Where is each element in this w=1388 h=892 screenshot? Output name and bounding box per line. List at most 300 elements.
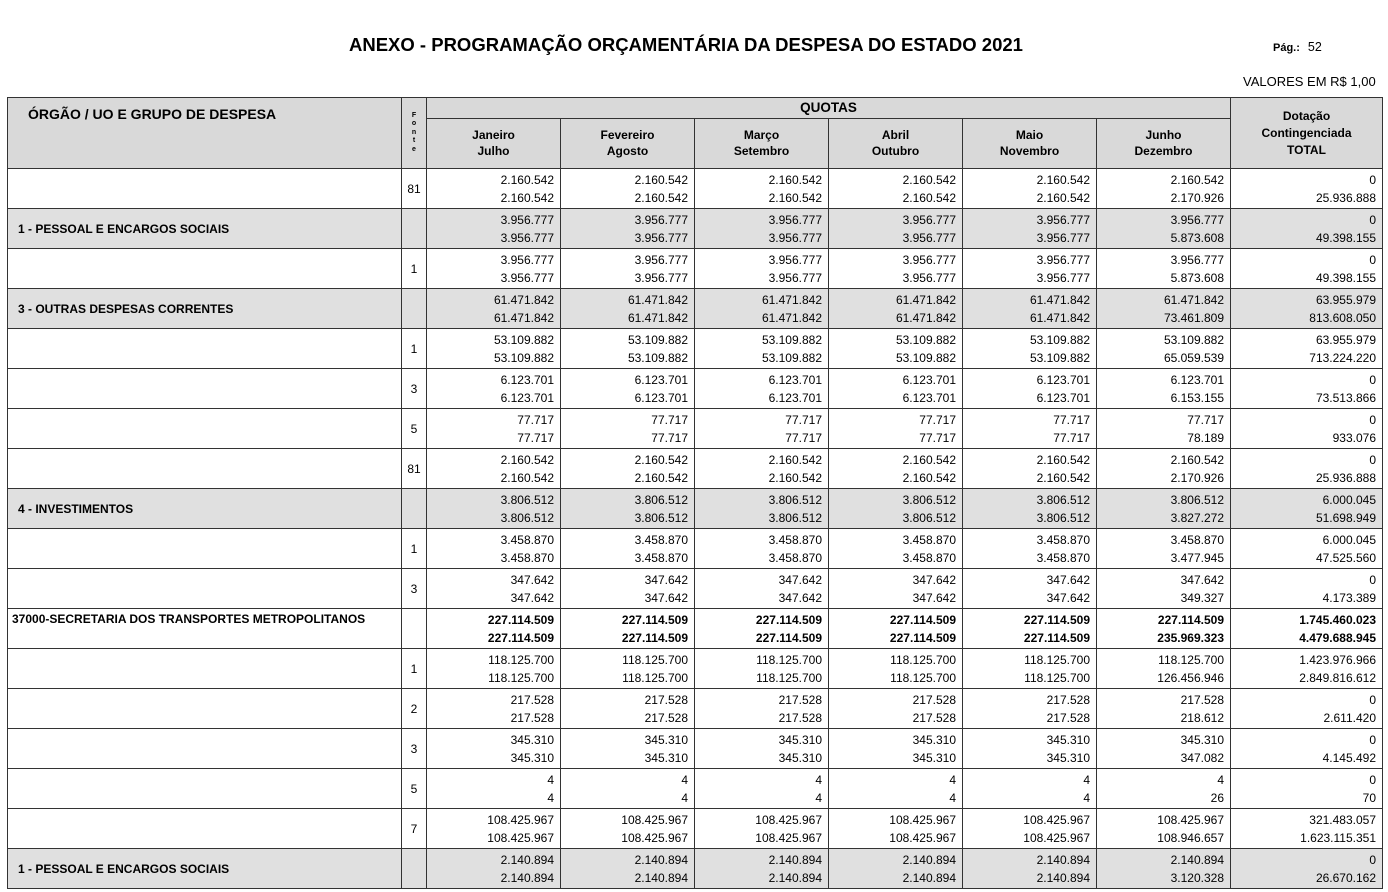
value-first-half: 6.123.701 (634, 372, 688, 387)
quota-cell (427, 169, 561, 209)
value-second-half: 53.109.882 (627, 350, 688, 365)
page-label: Pág.: (1273, 42, 1300, 54)
fonte-letter: e (412, 145, 416, 153)
quota-cell (561, 569, 695, 609)
quota-cell (427, 409, 561, 449)
quota-cell (427, 849, 561, 889)
value-first-half: 108.425.967 (1157, 812, 1224, 827)
value-first-half: 63.955.979 (1315, 332, 1376, 347)
value-second-half: 6.123.701 (1036, 390, 1090, 405)
currency-note: VALORES EM R$ 1,00 (1243, 74, 1376, 89)
quota-cell (427, 649, 561, 689)
header-month (1097, 118, 1231, 168)
value-second-half: 118.125.700 (756, 670, 822, 685)
value-first-half: 77.717 (1053, 412, 1090, 427)
table-row (8, 289, 1383, 329)
quota-cell (561, 729, 695, 769)
quota-cell (695, 369, 829, 409)
quota-cell (829, 609, 963, 649)
value-first-half: 0 (1369, 692, 1376, 707)
value-second-half: 2.611.420 (1323, 710, 1376, 725)
quota-cell (829, 529, 963, 569)
value-second-half: 345.310 (644, 750, 688, 765)
total-cell (1231, 529, 1383, 569)
value-second-half: 73.461.809 (1163, 310, 1224, 325)
value-second-half: 61.471.842 (493, 310, 554, 325)
fonte-cell: 3 (402, 569, 427, 609)
value-second-half: 235.969.323 (1157, 630, 1224, 645)
page-number (1273, 40, 1322, 54)
value-second-half: 3.956.777 (1036, 230, 1090, 245)
value-second-half: 3.806.512 (1036, 510, 1090, 525)
value-second-half: 2.140.894 (634, 870, 688, 885)
value-first-half: 6.123.701 (1170, 372, 1224, 387)
month-first-half: Abril (881, 128, 910, 143)
value-second-half: 3.956.777 (634, 230, 688, 245)
value-second-half: 3.477.945 (1170, 550, 1224, 565)
value-second-half: 108.425.967 (621, 830, 688, 845)
quota-cell (427, 449, 561, 489)
quota-cell (963, 329, 1097, 369)
fonte-cell (402, 209, 427, 249)
header-month (427, 118, 561, 168)
row-label-cell (8, 809, 402, 849)
value-second-half: 77.717 (919, 430, 956, 445)
quota-cell (963, 449, 1097, 489)
row-label-cell (8, 489, 402, 529)
value-second-half: 53.109.882 (1029, 350, 1090, 365)
quota-cell (695, 689, 829, 729)
value-first-half: 3.458.870 (768, 532, 822, 547)
quota-cell (1097, 249, 1231, 289)
value-first-half: 0 (1369, 852, 1376, 867)
value-second-half: 2.160.542 (1036, 470, 1090, 485)
value-second-half: 2.170.926 (1170, 470, 1224, 485)
value-first-half: 4 (949, 772, 956, 787)
value-second-half: 77.717 (517, 430, 554, 445)
value-second-half: 78.189 (1187, 430, 1224, 445)
quota-cell (1097, 409, 1231, 449)
quota-cell (427, 769, 561, 809)
value-first-half: 3.806.512 (1036, 492, 1090, 507)
quota-cell (829, 329, 963, 369)
total-cell (1231, 409, 1383, 449)
header-total-line: Dotação (1282, 108, 1331, 123)
value-first-half: 53.109.882 (493, 332, 554, 347)
value-second-half: 217.528 (912, 710, 956, 725)
quota-cell (561, 169, 695, 209)
value-first-half: 3.956.777 (902, 252, 956, 267)
value-second-half: 108.946.657 (1157, 830, 1224, 845)
value-first-half: 2.160.542 (1170, 172, 1224, 187)
row-label: 3 - OUTRAS DESPESAS CORRENTES (18, 301, 234, 316)
quota-cell (427, 289, 561, 329)
table-row (8, 809, 1383, 849)
value-first-half: 217.528 (644, 692, 688, 707)
value-first-half: 217.528 (510, 692, 554, 707)
quota-cell (963, 209, 1097, 249)
quota-cell (427, 209, 561, 249)
value-first-half: 108.425.967 (621, 812, 688, 827)
value-second-half: 4 (681, 790, 688, 805)
value-second-half: 6.123.701 (634, 390, 688, 405)
table-row (8, 649, 1383, 689)
value-second-half: 108.425.967 (1023, 830, 1090, 845)
value-second-half: 65.059.539 (1163, 350, 1224, 365)
value-first-half: 345.310 (912, 732, 956, 747)
value-first-half: 0 (1369, 412, 1376, 427)
value-first-half: 77.717 (517, 412, 554, 427)
total-cell (1231, 329, 1383, 369)
fonte-cell: 1 (402, 529, 427, 569)
fonte-cell: 1 (402, 649, 427, 689)
value-second-half: 227.114.509 (487, 630, 554, 645)
quota-cell (427, 369, 561, 409)
value-second-half: 6.123.701 (902, 390, 956, 405)
value-first-half: 4 (1083, 772, 1090, 787)
fonte-letter: o (411, 120, 417, 128)
value-second-half: 3.956.777 (902, 270, 956, 285)
value-second-half: 3.458.870 (1036, 550, 1090, 565)
value-second-half: 77.717 (1053, 430, 1090, 445)
value-first-half: 63.955.979 (1315, 292, 1376, 307)
quota-cell (963, 569, 1097, 609)
value-second-half: 70 (1362, 790, 1376, 805)
row-label-cell (8, 329, 402, 369)
value-first-half: 0 (1369, 172, 1376, 187)
value-first-half: 3.956.777 (768, 212, 822, 227)
value-second-half: 3.458.870 (500, 550, 554, 565)
fonte-letter: n (411, 128, 417, 136)
value-first-half: 2.160.542 (768, 172, 822, 187)
quota-cell (829, 849, 963, 889)
value-first-half: 3.956.777 (902, 212, 956, 227)
quota-cell (695, 249, 829, 289)
value-second-half: 2.160.542 (902, 190, 956, 205)
fonte-cell: 2 (402, 689, 427, 729)
total-cell (1231, 289, 1383, 329)
quota-cell (1097, 329, 1231, 369)
quota-cell (561, 689, 695, 729)
value-first-half: 77.717 (651, 412, 688, 427)
quota-cell (561, 489, 695, 529)
fonte-cell: 3 (402, 729, 427, 769)
value-second-half: 2.140.894 (902, 870, 956, 885)
row-label-cell (8, 289, 402, 329)
quota-cell (829, 169, 963, 209)
table-body (8, 169, 1383, 889)
value-second-half: 108.425.967 (889, 830, 956, 845)
quota-cell (1097, 529, 1231, 569)
value-second-half: 126.456.946 (1157, 670, 1224, 685)
value-first-half: 2.160.542 (768, 452, 822, 467)
value-second-half: 3.956.777 (500, 270, 554, 285)
fonte-cell: 3 (402, 369, 427, 409)
value-first-half: 61.471.842 (1163, 292, 1224, 307)
value-first-half: 217.528 (1046, 692, 1090, 707)
value-first-half: 3.458.870 (1170, 532, 1224, 547)
table-row (8, 849, 1383, 889)
value-second-half: 217.528 (644, 710, 688, 725)
month-second-half: Julho (477, 144, 510, 159)
value-second-half: 61.471.842 (627, 310, 688, 325)
value-second-half: 118.125.700 (1024, 670, 1090, 685)
value-second-half: 26.670.162 (1315, 870, 1376, 885)
row-label-cell (8, 369, 402, 409)
value-second-half: 3.806.512 (768, 510, 822, 525)
value-second-half: 5.873.608 (1170, 270, 1224, 285)
value-second-half: 2.140.894 (500, 870, 554, 885)
month-first-half: Maio (1015, 128, 1044, 143)
page-title: ANEXO - PROGRAMAÇÃO ORÇAMENTÁRIA DA DESPESA DO ESTADO 2021 (349, 34, 1023, 55)
header-orgao: ÓRGÃO / UO E GRUPO DE DESPESA (8, 98, 402, 169)
quota-cell (695, 849, 829, 889)
quota-cell (695, 729, 829, 769)
value-second-half: 5.873.608 (1170, 230, 1224, 245)
quota-cell (1097, 849, 1231, 889)
value-first-half: 2.140.894 (500, 852, 554, 867)
value-first-half: 2.140.894 (768, 852, 822, 867)
value-first-half: 227.114.509 (1023, 612, 1090, 627)
quota-cell (695, 769, 829, 809)
value-first-half: 118.125.700 (890, 652, 956, 667)
value-first-half: 61.471.842 (895, 292, 956, 307)
value-first-half: 345.310 (778, 732, 822, 747)
value-first-half: 108.425.967 (755, 812, 822, 827)
month-second-half: Dezembro (1134, 144, 1193, 159)
row-label-cell (8, 649, 402, 689)
value-second-half: 3.806.512 (500, 510, 554, 525)
value-first-half: 345.310 (644, 732, 688, 747)
quota-cell (695, 649, 829, 689)
value-first-half: 53.109.882 (1029, 332, 1090, 347)
value-first-half: 3.806.512 (902, 492, 956, 507)
value-second-half: 2.160.542 (500, 190, 554, 205)
quota-cell (695, 569, 829, 609)
value-second-half: 4.173.389 (1322, 590, 1376, 605)
value-first-half: 3.956.777 (500, 212, 554, 227)
total-cell (1231, 849, 1383, 889)
value-first-half: 2.160.542 (1036, 172, 1090, 187)
value-first-half: 0 (1369, 252, 1376, 267)
total-cell (1231, 449, 1383, 489)
value-first-half: 3.956.777 (634, 252, 688, 267)
fonte-cell: 1 (402, 249, 427, 289)
value-first-half: 61.471.842 (627, 292, 688, 307)
value-first-half: 2.160.542 (1036, 452, 1090, 467)
value-first-half: 61.471.842 (1029, 292, 1090, 307)
value-first-half: 227.114.509 (889, 612, 956, 627)
header-month (829, 118, 963, 168)
value-first-half: 61.471.842 (493, 292, 554, 307)
value-first-half: 217.528 (912, 692, 956, 707)
row-label: 1 - PESSOAL E ENCARGOS SOCIAIS (18, 221, 230, 236)
value-first-half: 3.956.777 (768, 252, 822, 267)
value-second-half: 3.956.777 (768, 270, 822, 285)
total-cell (1231, 689, 1383, 729)
quota-cell (427, 329, 561, 369)
table-row (8, 209, 1383, 249)
value-first-half: 2.160.542 (1170, 452, 1224, 467)
total-cell (1231, 169, 1383, 209)
value-second-half: 227.114.509 (1023, 630, 1090, 645)
quota-cell (963, 249, 1097, 289)
value-second-half: 217.528 (778, 710, 822, 725)
table-row (8, 449, 1383, 489)
month-first-half: Março (743, 128, 780, 143)
value-first-half: 53.109.882 (761, 332, 822, 347)
fonte-cell: 5 (402, 769, 427, 809)
value-first-half: 53.109.882 (895, 332, 956, 347)
quota-cell (829, 809, 963, 849)
row-label: 4 - INVESTIMENTOS (18, 501, 134, 516)
value-first-half: 77.717 (919, 412, 956, 427)
quota-cell (829, 249, 963, 289)
total-cell (1231, 609, 1383, 649)
quota-cell (1097, 769, 1231, 809)
row-label-cell (8, 689, 402, 729)
value-first-half: 321.483.057 (1309, 812, 1376, 827)
value-first-half: 6.123.701 (902, 372, 956, 387)
value-second-half: 49.398.155 (1315, 270, 1376, 285)
value-second-half: 6.153.155 (1170, 390, 1224, 405)
quota-cell (1097, 289, 1231, 329)
quota-cell (695, 809, 829, 849)
quota-cell (829, 289, 963, 329)
table-row (8, 769, 1383, 809)
quota-cell (963, 409, 1097, 449)
quota-cell (1097, 569, 1231, 609)
month-second-half: Novembro (999, 144, 1060, 159)
quota-cell (561, 649, 695, 689)
value-second-half: 345.310 (510, 750, 554, 765)
value-second-half: 61.471.842 (1029, 310, 1090, 325)
quota-cell (829, 649, 963, 689)
quota-cell (963, 369, 1097, 409)
row-label: 37000-SECRETARIA DOS TRANSPORTES METROPOLITANOS (12, 612, 366, 626)
quota-cell (829, 569, 963, 609)
row-label-cell (8, 449, 402, 489)
budget-table (7, 97, 1383, 889)
value-first-half: 53.109.882 (627, 332, 688, 347)
value-second-half: 2.140.894 (768, 870, 822, 885)
value-first-half: 2.140.894 (902, 852, 956, 867)
quota-cell (829, 769, 963, 809)
value-first-half: 217.528 (778, 692, 822, 707)
page-number-value: 52 (1307, 40, 1322, 54)
table-row (8, 529, 1383, 569)
value-first-half: 6.123.701 (768, 372, 822, 387)
value-first-half: 3.956.777 (500, 252, 554, 267)
fonte-cell (402, 489, 427, 529)
value-second-half: 4.479.688.945 (1299, 630, 1376, 645)
value-second-half: 347.642 (912, 590, 956, 605)
value-first-half: 347.642 (1180, 572, 1224, 587)
value-second-half: 345.310 (778, 750, 822, 765)
fonte-cell (402, 849, 427, 889)
value-second-half: 227.114.509 (621, 630, 688, 645)
value-first-half: 347.642 (644, 572, 688, 587)
value-second-half: 4 (949, 790, 956, 805)
value-first-half: 61.471.842 (761, 292, 822, 307)
value-second-half: 347.642 (644, 590, 688, 605)
quota-cell (695, 209, 829, 249)
quota-cell (695, 489, 829, 529)
value-second-half: 47.525.560 (1315, 550, 1376, 565)
value-second-half: 61.471.842 (761, 310, 822, 325)
value-second-half: 118.125.700 (890, 670, 956, 685)
month-first-half: Janeiro (472, 128, 515, 143)
value-second-half: 217.528 (1046, 710, 1090, 725)
value-first-half: 3.458.870 (634, 532, 688, 547)
table-row (8, 369, 1383, 409)
value-second-half: 2.160.542 (1036, 190, 1090, 205)
fonte-cell (402, 609, 427, 649)
value-first-half: 3.458.870 (500, 532, 554, 547)
quota-cell (1097, 209, 1231, 249)
quota-cell (1097, 169, 1231, 209)
quota-cell (561, 209, 695, 249)
month-first-half: Fevereiro (600, 128, 655, 143)
value-first-half: 2.160.542 (500, 172, 554, 187)
quota-cell (427, 249, 561, 289)
header-month (963, 118, 1097, 168)
quota-cell (1097, 729, 1231, 769)
value-second-half: 4 (1083, 790, 1090, 805)
value-first-half: 77.717 (785, 412, 822, 427)
value-first-half: 2.160.542 (634, 172, 688, 187)
value-second-half: 53.109.882 (761, 350, 822, 365)
value-second-half: 4 (815, 790, 822, 805)
quota-cell (695, 409, 829, 449)
value-second-half: 217.528 (510, 710, 554, 725)
value-first-half: 345.310 (1180, 732, 1224, 747)
value-second-half: 218.612 (1180, 710, 1224, 725)
header-total-line: TOTAL (1287, 142, 1326, 157)
row-label: 1 - PESSOAL E ENCARGOS SOCIAIS (18, 861, 230, 876)
fonte-cell: 1 (402, 329, 427, 369)
value-second-half: 3.120.328 (1170, 870, 1224, 885)
value-second-half: 3.458.870 (768, 550, 822, 565)
quota-cell (829, 729, 963, 769)
total-cell (1231, 249, 1383, 289)
value-second-half: 108.425.967 (755, 830, 822, 845)
quota-cell (561, 849, 695, 889)
quota-cell (963, 729, 1097, 769)
value-second-half: 3.827.272 (1170, 510, 1224, 525)
value-first-half: 3.956.777 (1036, 252, 1090, 267)
value-second-half: 6.123.701 (768, 390, 822, 405)
value-first-half: 3.956.777 (1170, 212, 1224, 227)
value-first-half: 347.642 (1046, 572, 1090, 587)
quota-cell (829, 409, 963, 449)
quota-cell (963, 609, 1097, 649)
value-second-half: 3.956.777 (1036, 270, 1090, 285)
value-first-half: 4 (1217, 772, 1224, 787)
total-cell (1231, 209, 1383, 249)
value-second-half: 3.956.777 (768, 230, 822, 245)
quota-cell (695, 449, 829, 489)
quota-cell (1097, 649, 1231, 689)
value-first-half: 227.114.509 (621, 612, 688, 627)
value-second-half: 25.936.888 (1315, 470, 1376, 485)
value-second-half: 347.642 (1046, 590, 1090, 605)
row-label-cell (8, 409, 402, 449)
quota-cell (427, 689, 561, 729)
month-second-half: Agosto (606, 144, 649, 159)
value-second-half: 2.849.816.612 (1299, 670, 1376, 685)
table-row (8, 329, 1383, 369)
